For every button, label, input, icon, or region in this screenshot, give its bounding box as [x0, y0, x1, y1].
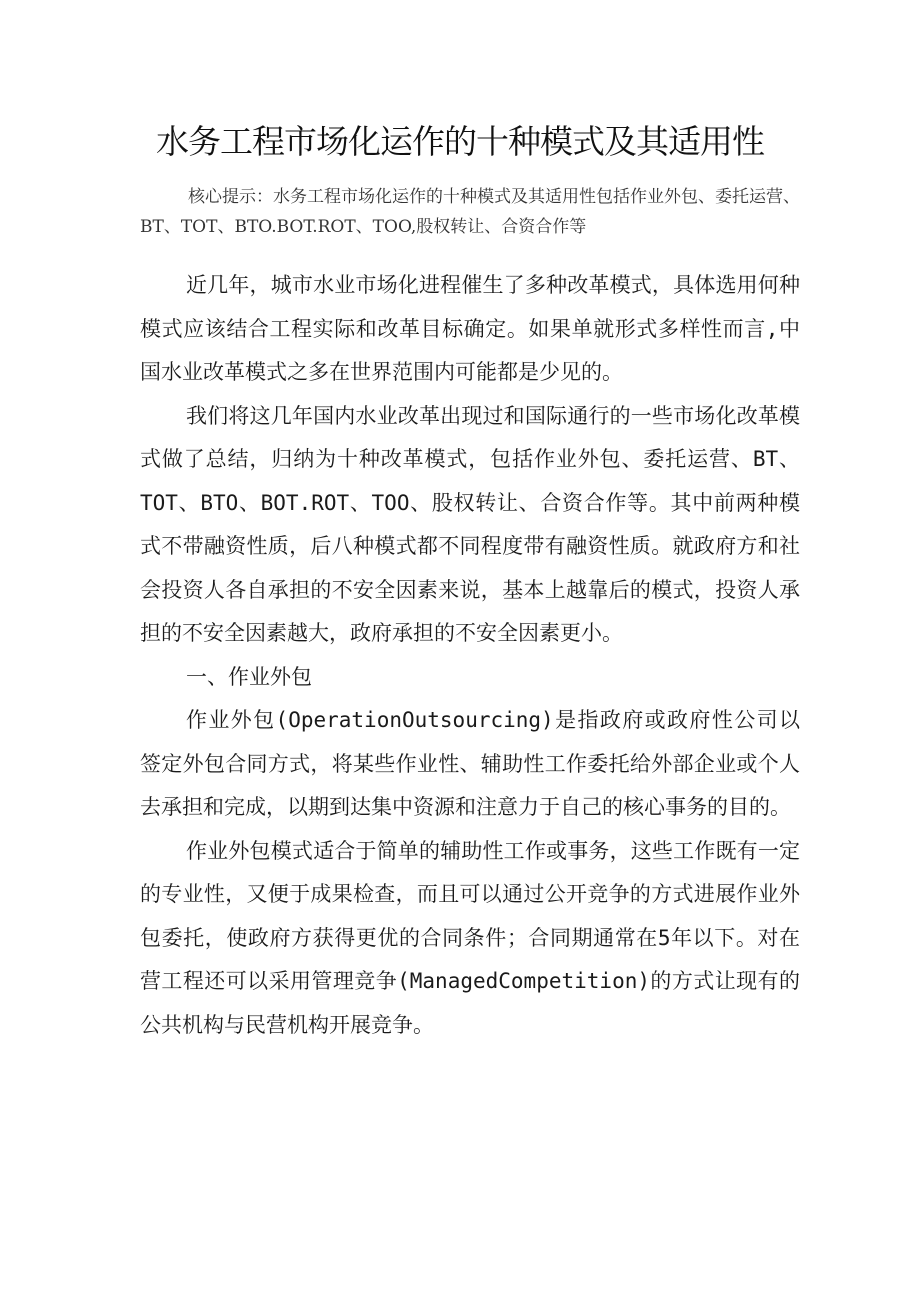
paragraph-summary-models: 我们将这几年国内水业改革出现过和国际通行的一些市场化改革模式做了总结，归纳为十种改革模式，包括作业外包、委托运营、BT、TOT、BTO、BOT.ROT、TOO、股权转让、合资合作等。其中前两种模式不带融资性质，后八种模式都不同程度带有融资性质。就政府方和社会投资人各自承担的不安全因素来说，基本上越靠后的模式，投资人承担的不安全因素越大，政府承担的不安全因素更小。 [140, 403, 800, 645]
document-title: 水务工程市场化运作的十种模式及其适用性 [156, 122, 764, 161]
paragraph-intro: 近几年，城市水业市场化进程催生了多种改革模式，具体选用何种模式应该结合工程实际和改革目标确定。如果单就形式多样性而言,中国水业改革模式之多在世界范围内可能都是少见的。 [140, 273, 800, 384]
section-heading-outsourcing: 一、作业外包 [186, 664, 312, 689]
core-summary: 核心提示：水务工程市场化运作的十种模式及其适用性包括作业外包、委托运营、BT、TOT、BTO.BOT.ROT、TOO,股权转让、合资合作等 [140, 187, 800, 237]
paragraph-outsourcing-definition: 作业外包(OperationOutsourcing)是指政府或政府性公司以签定外包合同方式，将某些作业性、辅助性工作委托给外部企业或个人去承担和完成，以期到达集中资源和注意力于自己的核心事务的目的。 [140, 708, 800, 819]
document-body [140, 264, 800, 1047]
paragraph-outsourcing-applicability: 作业外包模式适合于简单的辅助性工作或事务，这些工作既有一定的专业性，又便于成果检查，而且可以通过公开竞争的方式进展作业外包委托，使政府方获得更优的合同条件；合同期通常在5年以下。对在营工程还可以采用管理竞争(ManagedCompetition)的方式让现有的公共机构与民营机构开展竞争。 [140, 838, 800, 1037]
